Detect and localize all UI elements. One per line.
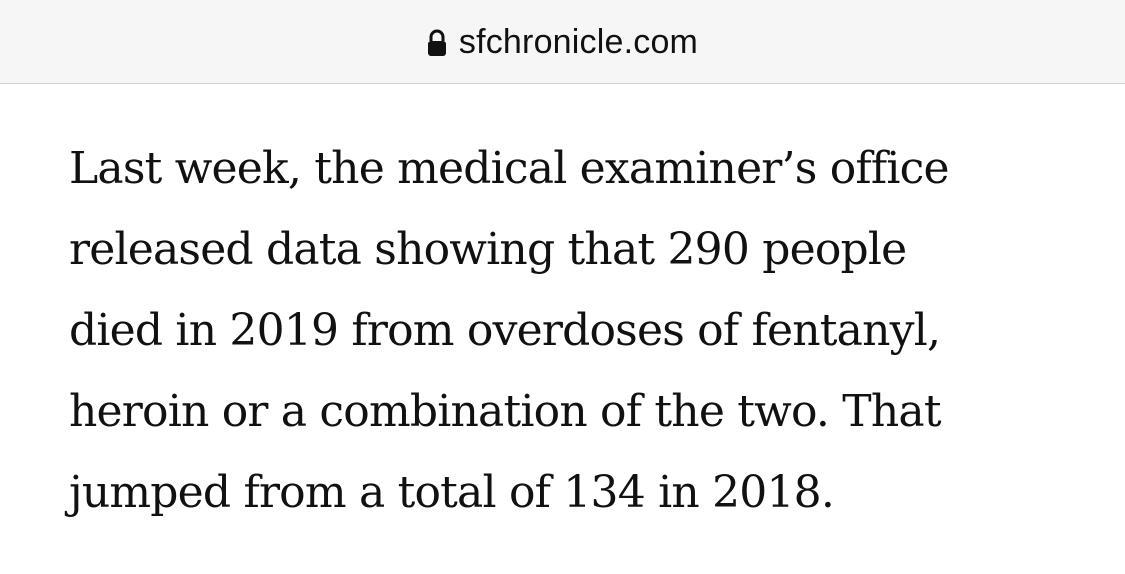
article-line: released data showing that 290 people	[69, 224, 907, 275]
url-display[interactable]	[0, 0, 1125, 84]
article-line: jumped from a total of 134 in 2018.	[69, 467, 835, 518]
lock-icon	[427, 29, 447, 57]
article-line: died in 2019 from overdoses of fentanyl,	[69, 305, 941, 356]
article-body	[69, 128, 1079, 533]
address-bar[interactable]	[0, 0, 1125, 84]
url-text: sfchronicle.com	[458, 22, 699, 61]
article-line: Last week, the medical examiner’s office	[69, 143, 949, 194]
article-line: heroin or a combination of the two. That	[69, 386, 941, 437]
